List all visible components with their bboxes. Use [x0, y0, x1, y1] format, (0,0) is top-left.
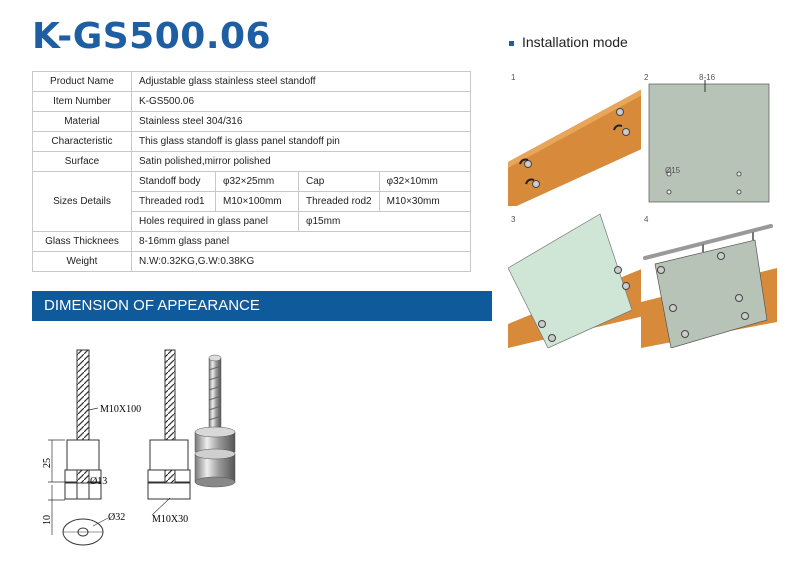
spec-label: Surface [33, 152, 132, 172]
spec-label: Sizes Details [33, 172, 132, 232]
dimension-drawing [30, 330, 290, 570]
table-row [33, 172, 471, 192]
install-panel-4 [641, 212, 777, 348]
spec-value: φ32×10mm [379, 172, 470, 192]
gap-label: 8-16 [699, 73, 716, 82]
spec-label: Item Number [33, 92, 132, 112]
table-row [33, 232, 471, 252]
table-row [33, 132, 471, 152]
install-panel-1 [508, 70, 644, 206]
panel-number: 2 [644, 73, 649, 82]
spec-value: φ15mm [299, 212, 471, 232]
wood-beam-illustration [508, 70, 644, 206]
spec-value: Adjustable glass stainless steel standoff [132, 72, 471, 92]
dia-13-label: Ø13 [90, 476, 108, 487]
table-row [33, 152, 471, 172]
spec-label: Material [33, 112, 132, 132]
spec-value: M10×100mm [216, 192, 299, 212]
panel-number: 3 [511, 215, 516, 224]
spec-sublabel: Standoff body [132, 172, 216, 192]
spec-value: This glass standoff is glass panel standoff pin [132, 132, 471, 152]
rod1-label: M10X100 [100, 404, 142, 415]
panel-number: 4 [644, 215, 649, 224]
glass-panel-illustration [641, 70, 777, 206]
spec-label: Characteristic [33, 132, 132, 152]
product-title: K-GS500.06 [32, 16, 272, 57]
spec-sublabel: Threaded rod1 [132, 192, 216, 212]
handrail-install-illustration [641, 212, 777, 348]
table-row [33, 252, 471, 272]
standoff-render [195, 355, 235, 487]
spec-sublabel: Cap [299, 172, 380, 192]
dim-10-label: 10 [42, 515, 53, 525]
spec-label: Weight [33, 252, 132, 272]
panel-number: 1 [511, 73, 516, 82]
hole-label: Ø15 [665, 166, 681, 175]
rod2-label: M10X30 [152, 514, 189, 525]
spec-value: M10×30mm [379, 192, 470, 212]
spec-value: N.W:0.32KG,G.W:0.38KG [132, 252, 471, 272]
front-view [48, 350, 101, 535]
spec-sublabel: Holes required in glass panel [132, 212, 299, 232]
dim-25-label: 25 [42, 458, 53, 468]
spec-label: Glass Thicknees [33, 232, 132, 252]
spec-value: Satin polished,mirror polished [132, 152, 471, 172]
spec-value: 8-16mm glass panel [132, 232, 471, 252]
table-row [33, 72, 471, 92]
table-row [33, 92, 471, 112]
dia-32-label: Ø32 [108, 512, 126, 523]
installation-title: Installation mode [522, 34, 628, 50]
spec-value: Stainless steel 304/316 [132, 112, 471, 132]
spec-table [32, 71, 471, 272]
spec-label: Product Name [33, 72, 132, 92]
table-row [33, 112, 471, 132]
bottom-view [63, 518, 108, 545]
install-panel-3 [508, 212, 644, 348]
bullet-icon [509, 41, 514, 46]
spec-sublabel: Threaded rod2 [299, 192, 380, 212]
install-panel-2 [641, 70, 777, 206]
installation-heading [509, 34, 628, 50]
spec-value: K-GS500.06 [132, 92, 471, 112]
dimension-banner: DIMENSION OF APPEARANCE [32, 291, 492, 321]
glass-install-illustration [508, 212, 644, 348]
side-view [148, 350, 190, 515]
spec-value: φ32×25mm [216, 172, 299, 192]
